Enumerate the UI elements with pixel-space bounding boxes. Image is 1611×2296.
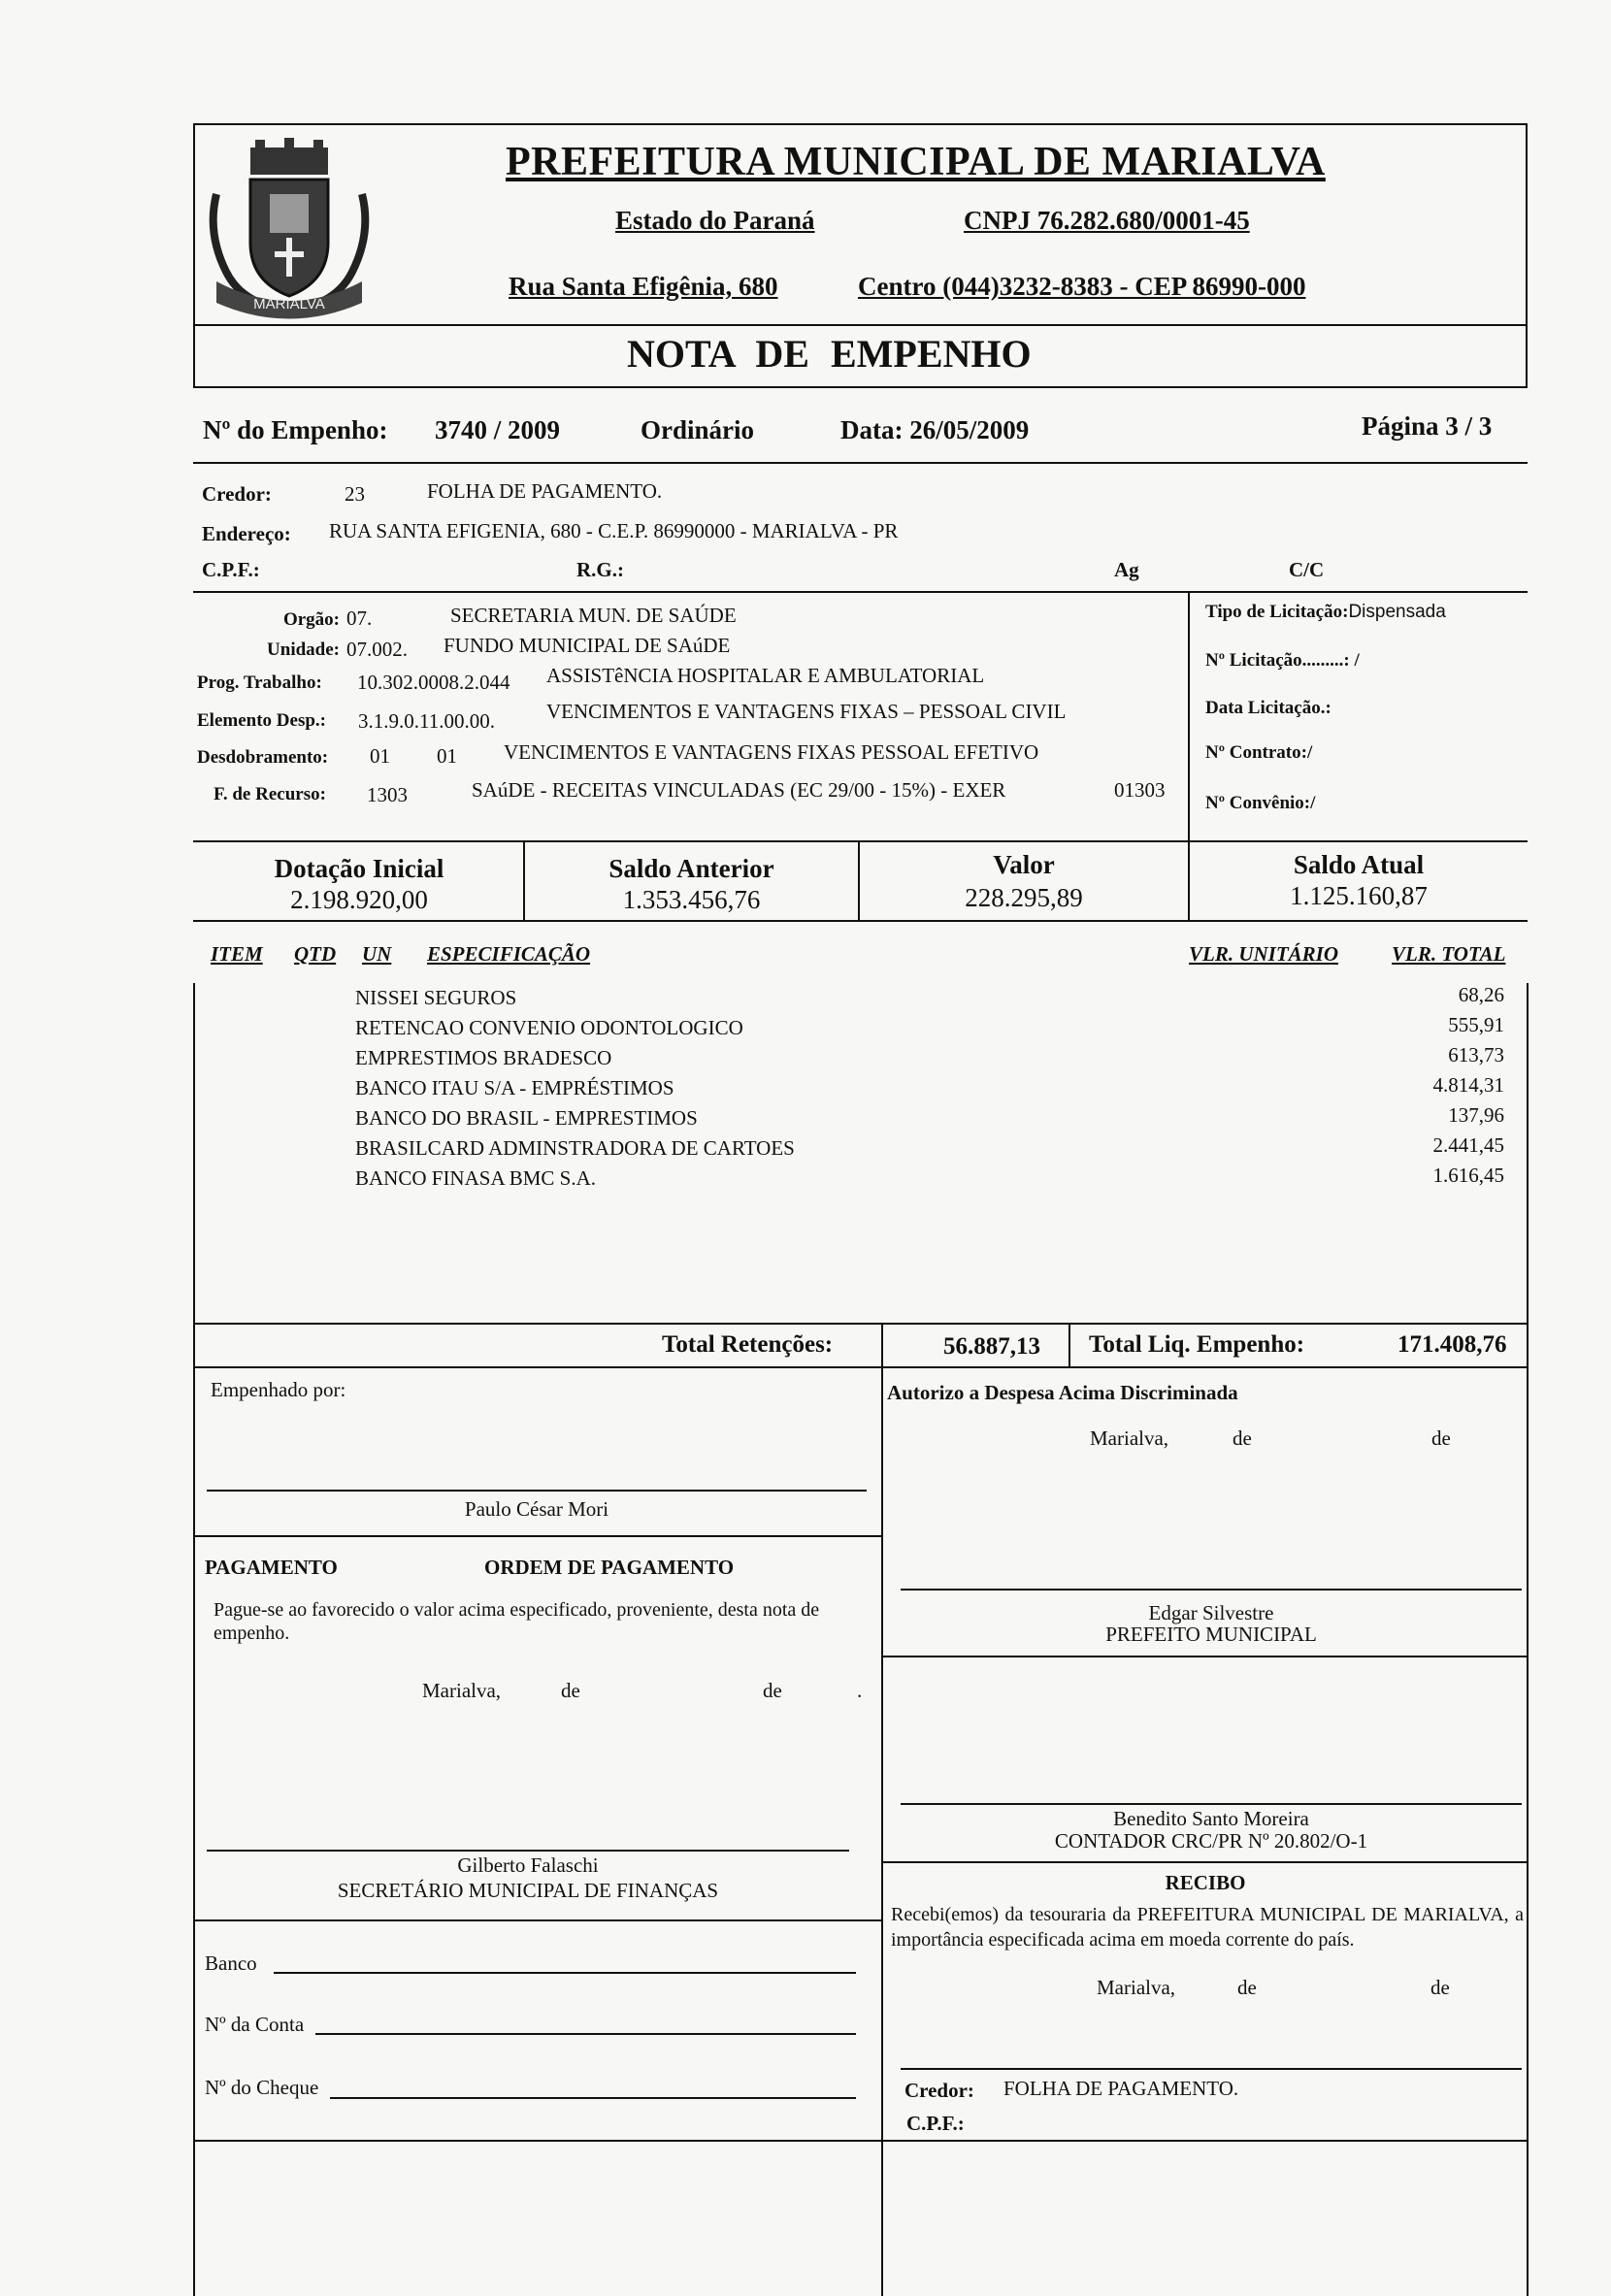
sign-line-1: [207, 1490, 867, 1492]
pague-text: Pague-se ao favorecido o valor acima especificado, proveniente, desta nota de empenho.: [214, 1599, 820, 1644]
unidade-code: 07.002.: [346, 638, 408, 661]
orgao-name: SECRETARIA MUN. DE SAÚDE: [450, 604, 737, 627]
right-city: Marialva,: [1090, 1427, 1169, 1450]
desdobramento-b: 01: [437, 744, 457, 768]
elemento-label: Elemento Desp.:: [197, 710, 326, 731]
empenho-type: Ordinário: [641, 415, 755, 444]
conta-input-line[interactable]: [315, 2033, 856, 2035]
autorizo-label: Autorizo a Despesa Acima Discriminada: [887, 1381, 1238, 1404]
prog-trabalho-label: Prog. Trabalho:: [197, 672, 322, 693]
total-retencoes-value: 56.887,13: [943, 1333, 1040, 1360]
recibo-de-2: de: [1430, 1976, 1450, 1999]
document-title: NOTA DE EMPENHO: [627, 332, 1032, 376]
recurso-name: SAúDE - RECEITAS VINCULADAS (EC 29/00 - 15%) - EXER: [472, 778, 1006, 802]
divider-prefeito: [881, 1656, 1528, 1657]
sign1-name: Paulo César Mori: [464, 1497, 609, 1521]
address-label: Rua Santa Efigênia, 680: [509, 272, 778, 301]
divider-empenho: [193, 462, 1528, 464]
recibo-credor-value: FOLHA DE PAGAMENTO.: [1003, 2077, 1239, 2100]
header-divider: [193, 324, 1528, 326]
recurso-label: F. de Recurso:: [214, 784, 326, 804]
recibo-text: Recebi(emos) da tesouraria da PREFEITURA MUNICIPAL DE MARIALVA, a importância especificada acima em moeda corrente do país.: [891, 1904, 1524, 1951]
document-bottom-border: [193, 2140, 1528, 2142]
list-item-total: 2.441,45: [1432, 1133, 1504, 1157]
totals-div-1: [881, 1323, 883, 1368]
totals-div-2: [1069, 1323, 1070, 1368]
sign2-name: Gilberto Falaschi: [457, 1853, 599, 1877]
total-liq-value: 171.408,76: [1397, 1331, 1507, 1358]
dotacao-label: Dotação Inicial: [274, 854, 444, 883]
recurso-code2: 01303: [1114, 778, 1166, 802]
sign-line-5: [901, 2068, 1522, 2070]
recibo-de-1: de: [1237, 1976, 1257, 1999]
saldo-anterior-label: Saldo Anterior: [608, 854, 774, 883]
saldo-atual-value: 1.125.160,87: [1290, 881, 1428, 910]
credor-name: FOLHA DE PAGAMENTO.: [427, 479, 663, 503]
conta-label: Nº da Conta: [205, 2013, 305, 2036]
list-item: EMPRESTIMOS BRADESCO: [355, 1046, 612, 1069]
col-vlr-total: VLR. TOTAL: [1392, 942, 1506, 966]
divider-recibo: [881, 1861, 1528, 1863]
prefeito-name: Edgar Silvestre: [1148, 1601, 1274, 1624]
licitacao-tipo-value: Dispensada: [1348, 602, 1446, 622]
recibo-cpf-label: C.P.F.:: [906, 2112, 965, 2135]
list-item: BANCO FINASA BMC S.A.: [355, 1166, 596, 1190]
recibo-title: RECIBO: [1165, 1871, 1246, 1894]
agency-label: Ag: [1114, 558, 1139, 581]
col-especificacao: ESPECIFICAÇÃO: [427, 942, 591, 966]
list-item-total: 4.814,31: [1432, 1073, 1504, 1097]
credor-code: 23: [345, 482, 365, 506]
dotacao-value: 2.198.920,00: [290, 885, 428, 914]
items-description-column: [355, 983, 795, 1194]
contador-role: CONTADOR CRC/PR Nº 20.802/O-1: [1054, 1829, 1368, 1853]
list-item: BANCO DO BRASIL - EMPRESTIMOS: [355, 1106, 698, 1130]
cnpj-label: CNPJ 76.282.680/0001-45: [964, 206, 1250, 235]
left-de-2: de: [763, 1679, 782, 1702]
right-de-2: de: [1431, 1427, 1451, 1450]
list-item: NISSEI SEGUROS: [355, 986, 517, 1009]
total-liq-label: Total Liq. Empenho:: [1089, 1331, 1305, 1358]
banco-label: Banco: [205, 1952, 257, 1975]
elemento-code: 3.1.9.0.11.00.00.: [358, 709, 495, 733]
ordem-pagamento-label: ORDEM DE PAGAMENTO: [484, 1556, 735, 1579]
left-de-1: de: [561, 1679, 580, 1702]
pagamento-label: PAGAMENTO: [205, 1556, 338, 1579]
col-qtd: QTD: [294, 942, 337, 966]
desdobramento-label: Desdobramento:: [197, 747, 329, 768]
lower-center-divider: [881, 1366, 883, 2296]
list-item-total: 613,73: [1448, 1043, 1504, 1066]
sign-line-3: [901, 1589, 1522, 1591]
unidade-name: FUNDO MUNICIPAL DE SAúDE: [444, 634, 731, 657]
col-un: UN: [362, 942, 392, 966]
licitacao-divider: [1188, 591, 1190, 841]
contador-name: Benedito Santo Moreira: [1113, 1807, 1309, 1830]
banco-input-line[interactable]: [274, 1972, 856, 1974]
col-item: ITEM: [211, 942, 263, 966]
divider-saldos-bottom: [193, 920, 1528, 922]
list-item-total: 555,91: [1448, 1013, 1504, 1036]
licitacao-tipo-key: Tipo de Licitação:: [1205, 602, 1349, 622]
right-de-1: de: [1233, 1427, 1252, 1450]
left-dot: .: [857, 1679, 863, 1702]
page-number: Página 3 / 3: [1362, 411, 1493, 441]
list-item-total: 137,96: [1448, 1103, 1504, 1127]
total-retencoes-label: Total Retenções:: [662, 1331, 834, 1358]
col-vlr-unitario: VLR. UNITÁRIO: [1189, 942, 1339, 966]
saldo-anterior-value: 1.353.456,76: [622, 885, 761, 914]
prog-trabalho-name: ASSISTêNCIA HOSPITALAR E AMBULATORIAL: [546, 664, 985, 687]
prefeitura-title: PREFEITURA MUNICIPAL DE MARIALVA: [506, 140, 1326, 184]
rg-label: R.G.:: [576, 558, 624, 581]
list-item: BANCO ITAU S/A - EMPRÉSTIMOS: [355, 1076, 674, 1099]
desdobramento-a: 01: [370, 744, 390, 768]
divider-banco: [193, 1919, 883, 1921]
empenhado-por-label: Empenhado por:: [211, 1378, 346, 1401]
contrato-number: Nº Contrato:/: [1205, 742, 1313, 763]
items-total-column: [1359, 980, 1504, 1191]
elemento-name: VENCIMENTOS E VANTAGENS FIXAS – PESSOAL CIVIL: [546, 700, 1067, 723]
list-item-total: 68,26: [1458, 983, 1504, 1006]
items-left-border: [193, 983, 195, 2296]
sign-line-2: [207, 1850, 849, 1852]
convenio-number: Nº Convênio:/: [1205, 793, 1316, 813]
cheque-label: Nº do Cheque: [205, 2076, 319, 2099]
seal-text: MARIALVA: [253, 296, 325, 312]
empenho-number-label: Nº do Empenho:: [203, 415, 388, 444]
divider-saldos-top: [193, 840, 1528, 842]
saldo-atual-label: Saldo Atual: [1293, 850, 1425, 879]
cheque-input-line[interactable]: [330, 2097, 856, 2099]
unidade-label: Unidade:: [267, 640, 340, 660]
divider-totals-bottom: [193, 1366, 1528, 1368]
coat-of-arms-logo: [197, 136, 381, 330]
empenho-number-value: 3740 / 2009: [435, 415, 561, 444]
divider-credor: [193, 591, 1528, 593]
credor-label: Credor:: [202, 482, 272, 506]
recibo-city: Marialva,: [1097, 1976, 1176, 1999]
licitacao-number: Nº Licitação.........: /: [1205, 650, 1360, 671]
valor-label: Valor: [993, 850, 1055, 879]
empenho-date: Data: 26/05/2009: [840, 415, 1030, 444]
orgao-code: 07.: [346, 607, 373, 630]
licitacao-tipo-label: [1205, 602, 1446, 623]
sign-line-4: [901, 1803, 1522, 1805]
endereco-value: RUA SANTA EFIGENIA, 680 - C.E.P. 86990000 - MARIALVA - PR: [329, 519, 899, 542]
valor-value: 228.295,89: [965, 883, 1083, 912]
sign2-role: SECRETÁRIO MUNICIPAL DE FINANÇAS: [337, 1879, 719, 1902]
items-right-border: [1527, 983, 1529, 2296]
recibo-credor-label: Credor:: [904, 2079, 974, 2102]
list-item: BRASILCARD ADMINSTRADORA DE CARTOES: [355, 1136, 795, 1160]
left-city: Marialva,: [422, 1679, 502, 1702]
divider-pagamento: [193, 1535, 883, 1537]
cpf-label: C.P.F.:: [202, 558, 260, 581]
list-item-total: 1.616,45: [1432, 1164, 1504, 1187]
state-label: Estado do Paraná: [615, 206, 815, 235]
desdobramento-name: VENCIMENTOS E VANTAGENS FIXAS PESSOAL EFETIVO: [504, 740, 1039, 764]
recurso-code: 1303: [367, 783, 408, 806]
divider-totals-top: [193, 1323, 1528, 1325]
prog-trabalho-code: 10.302.0008.2.044: [357, 671, 510, 694]
orgao-label: Orgão:: [282, 609, 340, 630]
prefeito-role: PREFEITO MUNICIPAL: [1105, 1623, 1317, 1646]
account-label: C/C: [1289, 558, 1325, 581]
list-item: RETENCAO CONVENIO ODONTOLOGICO: [355, 1016, 743, 1039]
endereco-label: Endereço:: [202, 522, 291, 545]
district-phone-label: Centro (044)3232-8383 - CEP 86990-000: [858, 272, 1306, 301]
licitacao-date: Data Licitação.:: [1205, 698, 1332, 718]
